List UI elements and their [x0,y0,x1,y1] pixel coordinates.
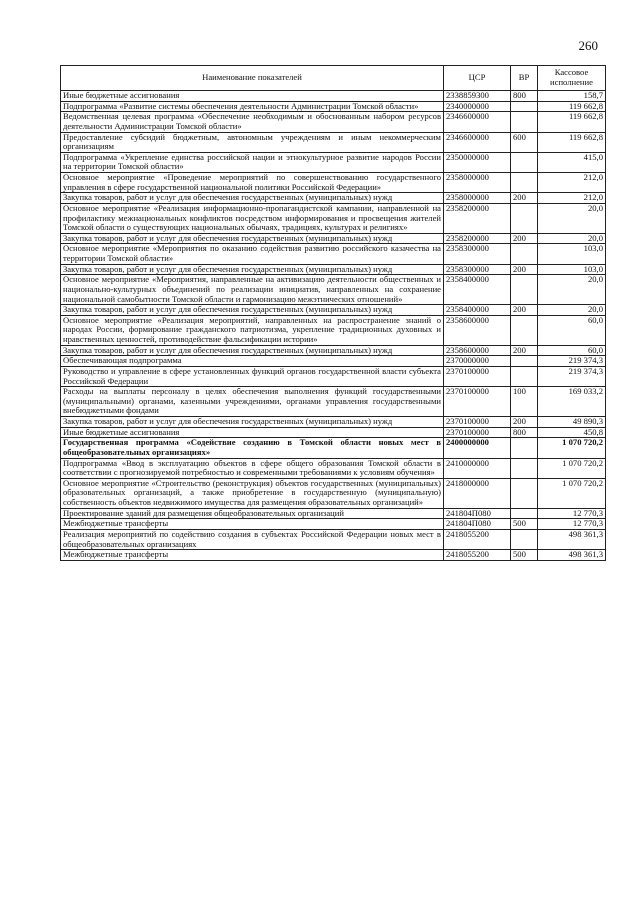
table-row [61,101,606,112]
row-vr-cell [511,173,538,193]
table-body [61,91,606,561]
table-row [61,529,606,549]
row-sum-cell: 158,7 [538,91,606,102]
row-name-cell: Закупка товаров, работ и услуг для обеспечения государственных (муниципальных) нужд [61,264,444,275]
row-name-cell: Подпрограмма «Укрепление единства российской нации и этнокультурное развитие народов России на территории Томской области» [61,152,444,172]
table-row [61,508,606,519]
row-sum-cell: 103,0 [538,244,606,264]
row-sum-cell: 169 033,2 [538,387,606,417]
row-code-cell: 2410000000 [444,458,511,478]
row-name-cell: Основное мероприятие «Строительство (реконструкция) объектов государственных (муниципальных) образовательных организаций, а также приобретение в государственную (муниципальную) собственность объектов недвижимого имущества для размещения образовательных организаций» [61,478,444,508]
table-row [61,345,606,356]
row-name-cell: Руководство и управление в сфере установленных функций органов государственной власти субъекта Российской Федерации [61,366,444,386]
table-row [61,233,606,244]
row-code-cell: 2418055200 [444,529,511,549]
row-vr-cell [511,112,538,132]
row-sum-cell: 119 662,8 [538,112,606,132]
row-sum-cell: 103,0 [538,264,606,275]
row-name-cell: Подпрограмма «Ввод в эксплуатацию объектов в сфере общего образования Томской области в соответствии с прогнозируемой потребностью и современными требованиями к условиям обучения» [61,458,444,478]
row-sum-cell: 219 374,3 [538,366,606,386]
header-code: ЦСР [444,66,511,91]
row-code-cell: 2370100000 [444,427,511,438]
header-sum: Кассовое исполнение [538,66,606,91]
row-vr-cell [511,366,538,386]
table-row [61,305,606,316]
row-sum-cell: 415,0 [538,152,606,172]
row-name-cell: Основное мероприятие «Мероприятия по оказанию содействия развитию российского казачества на территории Томской области» [61,244,444,264]
row-sum-cell: 60,0 [538,345,606,356]
row-code-cell: 2358600000 [444,315,511,345]
row-vr-cell [511,356,538,367]
row-code-cell: 2346600000 [444,132,511,152]
row-sum-cell: 20,0 [538,275,606,305]
row-vr-cell [511,438,538,458]
header-name: Наименование показателей [61,66,444,91]
row-vr-cell [511,203,538,233]
row-name-cell: Закупка товаров, работ и услуг для обеспечения государственных (муниципальных) нужд [61,417,444,428]
row-sum-cell: 20,0 [538,233,606,244]
row-vr-cell: 200 [511,233,538,244]
row-sum-cell: 20,0 [538,203,606,233]
row-sum-cell: 1 070 720,2 [538,438,606,458]
row-vr-cell: 100 [511,387,538,417]
table-row [61,366,606,386]
table-row [61,244,606,264]
row-sum-cell: 49 890,3 [538,417,606,428]
row-code-cell: 2346600000 [444,112,511,132]
table-row [61,264,606,275]
table-row [61,91,606,102]
row-vr-cell [511,315,538,345]
table-row [61,193,606,204]
row-vr-cell: 600 [511,132,538,152]
row-name-cell: Межбюджетные трансферты [61,550,444,561]
row-name-cell: Иные бюджетные ассигнования [61,91,444,102]
row-code-cell: 2370000000 [444,356,511,367]
row-code-cell: 2358200000 [444,203,511,233]
row-code-cell: 2358400000 [444,305,511,316]
row-code-cell: 2418055200 [444,550,511,561]
table-row [61,387,606,417]
row-vr-cell: 200 [511,264,538,275]
table-row [61,315,606,345]
row-sum-cell: 1 070 720,2 [538,478,606,508]
row-vr-cell: 800 [511,427,538,438]
row-sum-cell: 498 361,3 [538,550,606,561]
row-sum-cell: 212,0 [538,173,606,193]
row-sum-cell: 1 070 720,2 [538,458,606,478]
row-vr-cell [511,478,538,508]
row-name-cell: Ведомственная целевая программа «Обеспечение необходимым и обоснованным набором ресурсов деятельности Администрации Томской области» [61,112,444,132]
row-vr-cell: 200 [511,345,538,356]
row-code-cell: 2358200000 [444,233,511,244]
table-row [61,519,606,530]
row-vr-cell [511,275,538,305]
row-sum-cell: 60,0 [538,315,606,345]
row-vr-cell: 500 [511,550,538,561]
row-code-cell: 2358300000 [444,244,511,264]
table-row [61,132,606,152]
page-number: 260 [578,38,598,53]
row-name-cell: Обеспечивающая подпрограмма [61,356,444,367]
row-code-cell: 2400000000 [444,438,511,458]
row-vr-cell: 200 [511,305,538,316]
row-name-cell: Основное мероприятие «Мероприятия, направленные на активизацию деятельности общественных и национально-культурных объединений по реализации инициатив, направленных на сохранение национальной самобытности Томской области и гармонизацию межэтнических отношений» [61,275,444,305]
row-code-cell: 2370100000 [444,387,511,417]
row-name-cell: Закупка товаров, работ и услуг для обеспечения государственных (муниципальных) нужд [61,305,444,316]
row-vr-cell [511,508,538,519]
row-code-cell: 2370100000 [444,417,511,428]
row-name-cell: Реализация мероприятий по содействию создания в субъектах Российской Федерации новых мест в общеобразовательных организациях [61,529,444,549]
row-vr-cell [511,529,538,549]
table-row [61,417,606,428]
row-code-cell: 2350000000 [444,152,511,172]
row-name-cell: Предоставление субсидий бюджетным, автономным учреждениям и иным некоммерческим организациям [61,132,444,152]
row-name-cell: Основное мероприятие «Реализация информационно-пропагандистской кампании, направленной на профилактику межнациональных конфликтов посредством информирования и просвещения жителей Томской области о существующих национальных обычаях, традициях, культурах и религиях» [61,203,444,233]
row-name-cell: Основное мероприятие «Реализация мероприятий, направленных на распространение знаний о народах России, формирование гражданского патриотизма, укрепление традиционных духовных и нравственных ценностей, противодействие фальсификации истории» [61,315,444,345]
row-sum-cell: 212,0 [538,193,606,204]
row-code-cell: 2358400000 [444,275,511,305]
table-row [61,550,606,561]
row-code-cell: 2340000000 [444,101,511,112]
row-sum-cell: 450,8 [538,427,606,438]
table-row [61,478,606,508]
header-vr: ВР [511,66,538,91]
table-row [61,173,606,193]
table-row [61,152,606,172]
row-sum-cell: 498 361,3 [538,529,606,549]
row-code-cell: 241804П080 [444,508,511,519]
row-name-cell: Основное мероприятие «Проведение мероприятий по совершенствованию государственного управления в сфере государственной национальной политики Российской Федерации» [61,173,444,193]
table-row [61,458,606,478]
row-sum-cell: 219 374,3 [538,356,606,367]
row-name-cell: Закупка товаров, работ и услуг для обеспечения государственных (муниципальных) нужд [61,193,444,204]
row-name-cell: Закупка товаров, работ и услуг для обеспечения государственных (муниципальных) нужд [61,233,444,244]
row-sum-cell: 20,0 [538,305,606,316]
row-name-cell: Иные бюджетные ассигнования [61,427,444,438]
table-header-row [61,66,606,91]
row-code-cell: 2358600000 [444,345,511,356]
row-vr-cell: 800 [511,91,538,102]
row-name-cell: Закупка товаров, работ и услуг для обеспечения государственных (муниципальных) нужд [61,345,444,356]
table-row [61,356,606,367]
row-vr-cell [511,458,538,478]
table-row [61,427,606,438]
table-row [61,438,606,458]
row-code-cell: 2358000000 [444,173,511,193]
row-code-cell: 2338859300 [444,91,511,102]
row-name-cell: Расходы на выплаты персоналу в целях обеспечения выполнения функций государственными (муниципальными) органами, казенными учреждениями, органами управления государственными внебюджетными фондами [61,387,444,417]
table-row [61,203,606,233]
budget-table [60,65,606,561]
row-vr-cell: 500 [511,519,538,530]
table-row [61,275,606,305]
row-vr-cell: 200 [511,193,538,204]
row-name-cell: Государственная программа «Содействие созданию в Томской области новых мест в общеобразовательных организациях» [61,438,444,458]
row-sum-cell: 119 662,8 [538,101,606,112]
row-name-cell: Проектирование зданий для размещения общеобразовательных организаций [61,508,444,519]
row-name-cell: Межбюджетные трансферты [61,519,444,530]
row-code-cell: 2418000000 [444,478,511,508]
row-code-cell: 2370100000 [444,366,511,386]
row-name-cell: Подпрограмма «Развитие системы обеспечения деятельности Администрации Томской области» [61,101,444,112]
row-vr-cell [511,244,538,264]
row-sum-cell: 12 770,3 [538,519,606,530]
row-vr-cell [511,101,538,112]
row-code-cell: 241804П080 [444,519,511,530]
table-row [61,112,606,132]
row-vr-cell: 200 [511,417,538,428]
row-code-cell: 2358000000 [444,193,511,204]
row-vr-cell [511,152,538,172]
row-sum-cell: 119 662,8 [538,132,606,152]
row-code-cell: 2358300000 [444,264,511,275]
row-sum-cell: 12 770,3 [538,508,606,519]
